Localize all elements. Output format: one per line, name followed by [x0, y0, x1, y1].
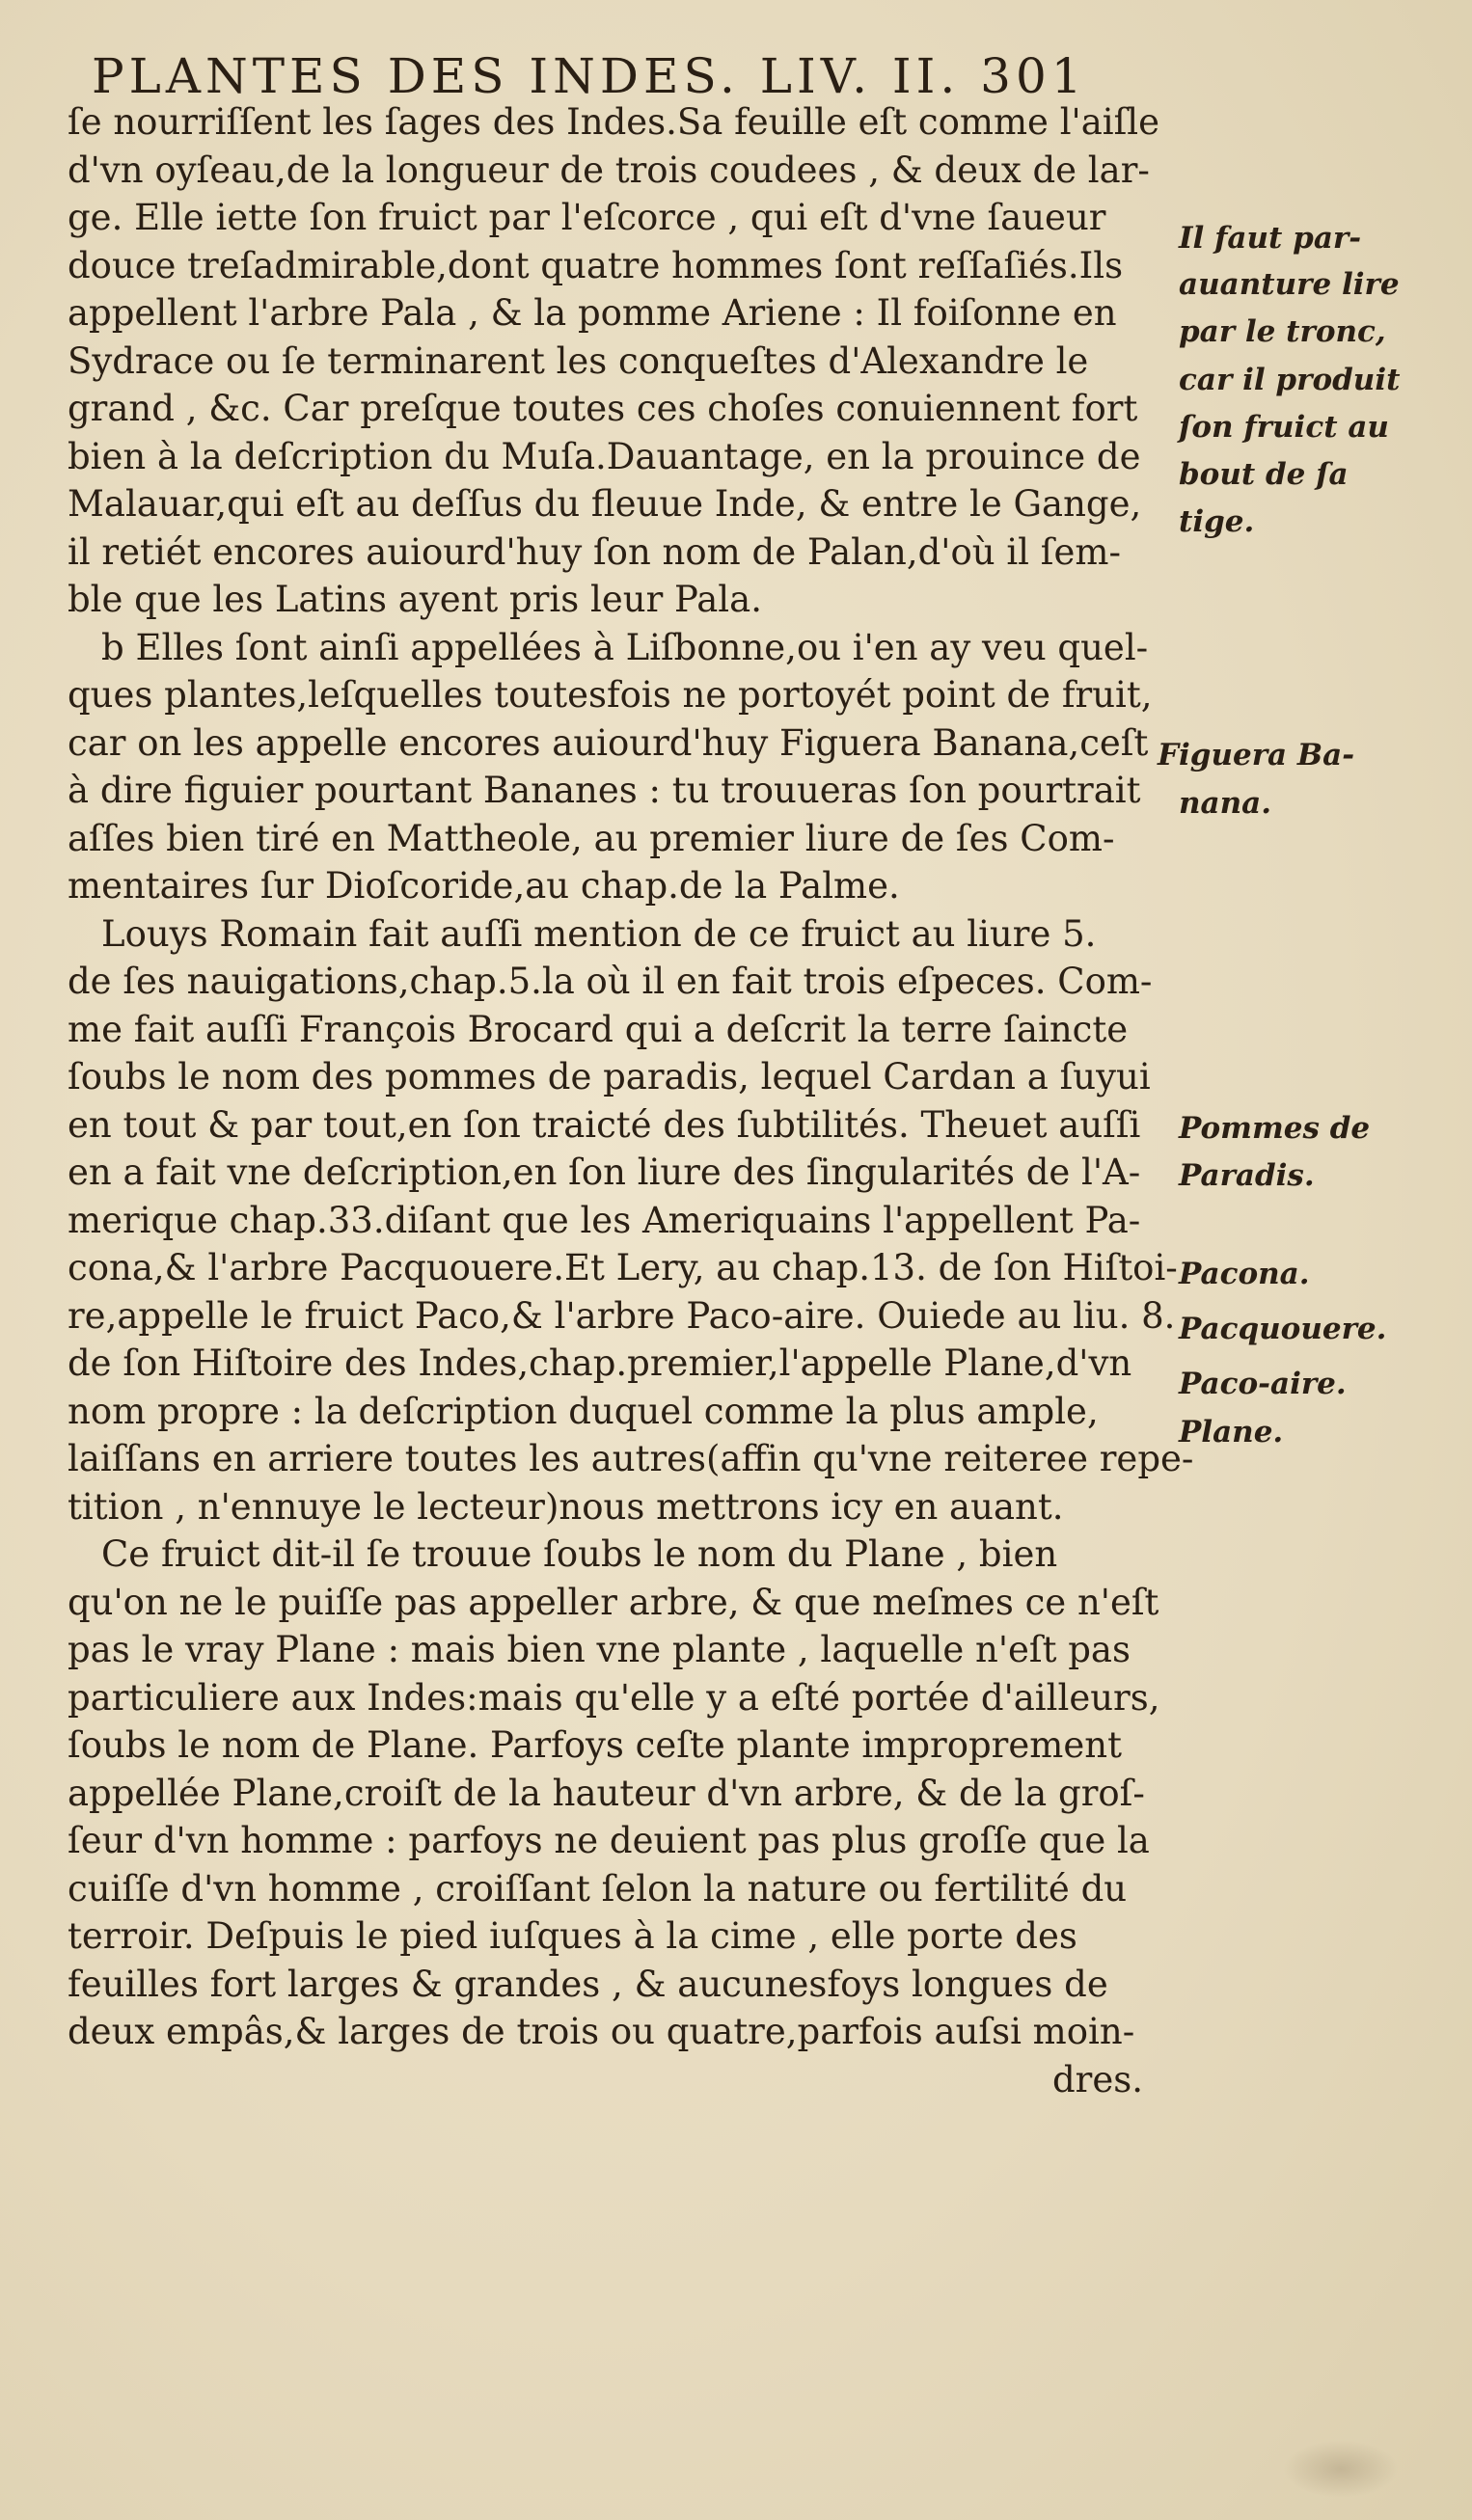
margin-note: auanture lire — [1179, 267, 1400, 302]
margin-note: ſon fruict au — [1179, 410, 1389, 445]
text-line: en a fait vne deſcription,en ſon liure des ſingularités de l'A- — [68, 1152, 1141, 1193]
margin-note: car il produit — [1179, 363, 1401, 397]
text-line: ge. Elle iette ſon fruict par l'eſcorce , qui eſt d'vne ſaueur — [68, 197, 1106, 238]
text-line: b Elles ſont ainſi appellées à Liſbonne,ou i'en ay veu quel- — [101, 626, 1149, 668]
margin-note: Pacona. — [1179, 1257, 1310, 1291]
text-line: Sydrace ou ſe terminarent les conqueſtes d'Alexandre le — [68, 339, 1089, 382]
margin-note: Pacquouere. — [1179, 1312, 1387, 1346]
text-line: Ce fruict dit-il ſe trouue ſoubs le nom du Plane , bien — [101, 1533, 1058, 1575]
text-line: Malauar,qui eſt au deſſus du fleuue Inde, & entre le Gange, — [68, 483, 1142, 525]
text-line: ſeur d'vn homme : parfoys ne deuient pas plus groſſe que la — [68, 1820, 1150, 1861]
text-line: cona,& l'arbre Pacquouere.Et Lery, au chap.13. de ſon Hiſtoi- — [68, 1247, 1178, 1288]
margin-note: Paradis. — [1179, 1158, 1315, 1193]
text-line: laiſſans en arriere toutes les autres(affin qu'vne reiteree repe- — [68, 1438, 1194, 1479]
text-line: pas le vray Plane : mais bien vne plante , laquelle n'eſt pas — [68, 1629, 1131, 1670]
paper-stain — [1283, 2440, 1399, 2498]
text-line: ſoubs le nom des pommes de paradis, lequel Cardan a ſuyui — [68, 1056, 1151, 1097]
text-line: nom propre : la deſcription duquel comme la plus ample, — [68, 1390, 1099, 1432]
text-line: il retiét encores auiourd'huy ſon nom de Palan,d'où il ſem- — [68, 530, 1121, 573]
text-line: bien à la deſcription du Muſa.Dauantage, en la prouince de — [68, 435, 1141, 477]
text-line: ble que les Latins ayent pris leur Pala. — [68, 579, 762, 620]
margin-note: Il faut par- — [1179, 221, 1362, 256]
text-line: cuiſſe d'vn homme , croiſſant ſelon la nature ou fertilité du — [68, 1867, 1128, 1910]
margin-note: par le tronc, — [1179, 314, 1386, 349]
text-line: à dire figuier pourtant Bananes : tu trouueras ſon pourtrait — [68, 770, 1141, 811]
text-line: tition , n'ennuye le lecteur)nous mettrons icy en auant. — [68, 1485, 1064, 1528]
text-line: terroir. Deſpuis le pied iuſques à la cime , elle porte des — [68, 1915, 1077, 1957]
text-line: ques plantes,leſquelles toutesfois ne portoyét point de fruit, — [68, 674, 1153, 716]
margin-note: Paco-aire. — [1179, 1367, 1347, 1401]
text-line: ſe nourriſſent les ſages des Indes.Sa feuille eſt comme l'aiſle — [68, 101, 1160, 143]
text-line: aſſes bien tiré en Mattheole, au premier liure de ſes Com- — [68, 817, 1115, 859]
text-line: re,appelle le fruict Paco,& l'arbre Paco-aire. Ouiede au liu. 8. — [68, 1294, 1176, 1337]
text-line: appellent l'arbre Pala , & la pomme Ariene : Il foiſonne en — [68, 292, 1117, 334]
running-head: PLANTES DES INDES. LIV. II. 301 — [92, 48, 1087, 104]
text-line: mentaires ſur Dioſcoride,au chap.de la Palme. — [68, 865, 900, 907]
text-line: Louys Romain fait auſſi mention de ce fruict au liure 5. — [101, 912, 1097, 955]
margin-note: nana. — [1179, 786, 1272, 821]
margin-note: Figuera Ba- — [1158, 738, 1355, 772]
text-line: car on les appelle encores auiourd'huy Figuera Banana,ceſt — [68, 721, 1149, 764]
margin-note: Plane. — [1179, 1415, 1284, 1450]
text-line: douce treſadmirable,dont quatre hommes ſont reſſaſiés.Ils — [68, 244, 1124, 286]
margin-note: tige. — [1179, 504, 1255, 539]
body-text — [68, 98, 1194, 2103]
text-line: merique chap.33.diſant que les Ameriquains l'appellent Pa- — [68, 1199, 1141, 1241]
text-line: grand , &c. Car preſque toutes ces choſes conuiennent fort — [68, 388, 1138, 429]
text-line: appellée Plane,croiſt de la hauteur d'vn arbre, & de la groſ- — [68, 1772, 1145, 1814]
catchword: dres. — [1051, 2058, 1143, 2100]
text-line: en tout & par tout,en ſon traicté des ſubtilités. Theuet auſſi — [68, 1103, 1141, 1146]
text-line: qu'on ne le puiſſe pas appeller arbre, & que meſmes ce n'eſt — [68, 1581, 1159, 1623]
text-line: deux empâs,& larges de trois ou quatre,parfois auſsi moin- — [68, 2011, 1135, 2052]
text-line: particuliere aux Indes:mais qu'elle y a eſté portée d'ailleurs, — [68, 1676, 1160, 1719]
text-line: feuilles fort larges & grandes , & aucunesfoys longues de — [68, 1963, 1108, 2005]
text-line: d'vn oyſeau,de la longueur de trois coudees , & deux de lar- — [68, 149, 1150, 191]
text-line: de ſes nauigations,chap.5.la où il en fait trois eſpeces. Com- — [68, 961, 1153, 1002]
margin-note: bout de ſa — [1179, 457, 1349, 492]
text-line: de ſon Hiſtoire des Indes,chap.premier,l'appelle Plane,d'vn — [68, 1342, 1132, 1384]
margin-note: Pommes de — [1179, 1111, 1371, 1146]
text-line: me fait auſſi François Brocard qui a deſcrit la terre ſaincte — [68, 1008, 1129, 1050]
text-line: ſoubs le nom de Plane. Parfoys ceſte plante improprement — [68, 1724, 1122, 1766]
